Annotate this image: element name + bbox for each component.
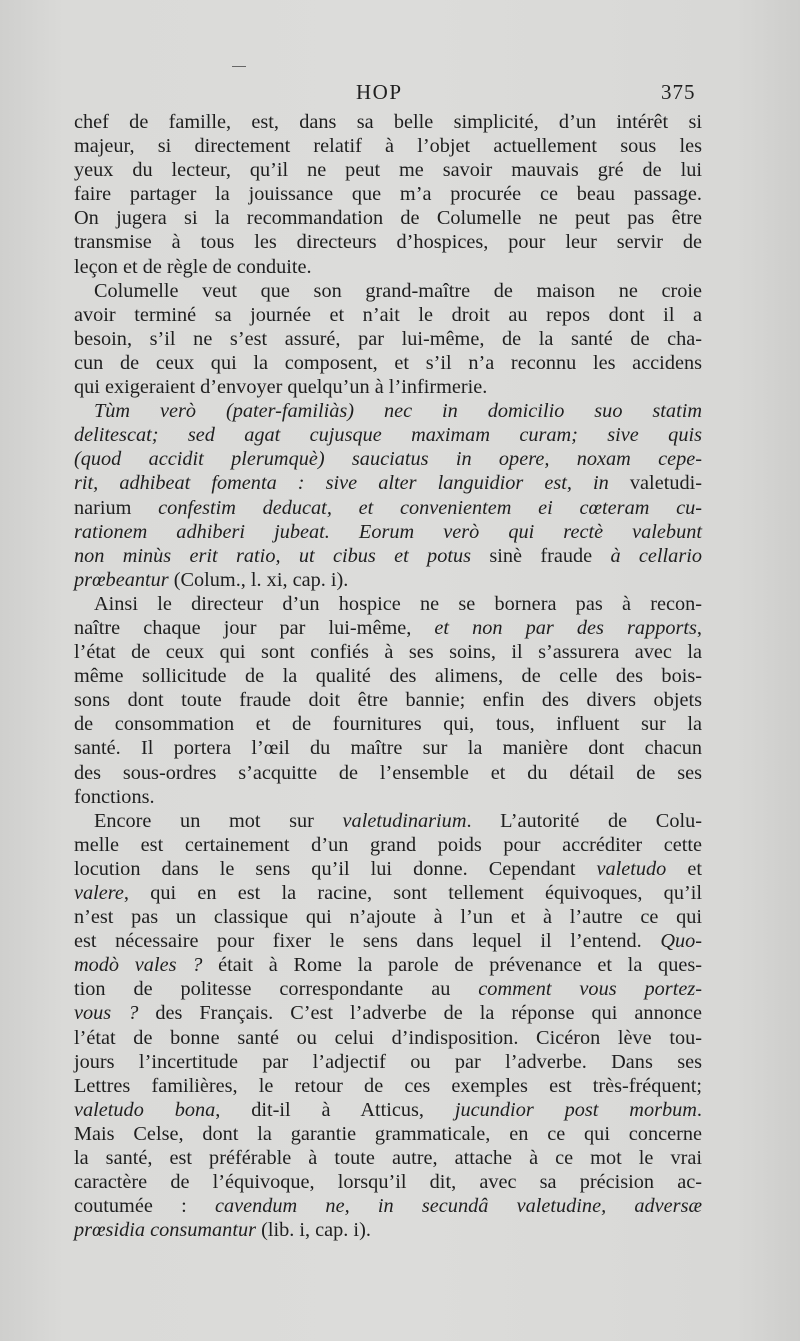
text-line — [74, 423, 702, 447]
italic-text: valetudo bona — [74, 1098, 216, 1121]
text-segment: valetudi- — [608, 472, 702, 495]
italic-text: non minùs erit ratio, ut cibus et potus — [74, 544, 471, 567]
body-text — [74, 110, 702, 1242]
italic-text: Quo- — [660, 930, 702, 953]
italic-text: delitescat; sed agat cujusque maximam curam; sive quis — [74, 424, 702, 447]
text-line — [74, 1218, 702, 1242]
italic-text: valetudo — [596, 857, 667, 880]
text-line — [74, 544, 702, 568]
text-segment: , — [696, 616, 702, 639]
text-segment: était à Rome la parole de prévenance et la ques- — [202, 954, 702, 977]
text-line — [74, 279, 702, 303]
italic-text: valere — [74, 882, 124, 904]
text-segment: l’état de bonne santé ou celui d’indisposition. Cicéron lève tou- — [74, 1026, 702, 1049]
running-head — [0, 80, 800, 108]
italic-text: (quod accidit plerumquè) sauciatus in opere, noxam cepe- — [74, 448, 702, 471]
text-line — [74, 592, 702, 616]
italic-text: Tùm verò (pater-familiàs) nec in domicilio suo statim — [94, 400, 702, 423]
text-line — [74, 977, 702, 1001]
text-segment: et — [666, 857, 702, 880]
text-segment: coutumée : — [74, 1195, 215, 1218]
italic-text: comment vous portez- — [478, 978, 702, 1001]
text-segment: sinè fraude — [471, 544, 611, 567]
text-segment: l’état de ceux qui sont confiés à ses soins, il s’assurera avec la — [74, 641, 702, 664]
text-line — [74, 929, 702, 953]
text-segment: yeux du lecteur, qu’il ne peut me savoir mauvais gré de lui — [74, 159, 702, 182]
text-line — [74, 736, 702, 760]
text-line — [74, 1098, 702, 1122]
italic-text: prœbeantur — [74, 568, 169, 591]
text-segment: cun de ceux qui la composent, et s’il n’a reconnu les accidens — [74, 351, 702, 374]
text-segment: On jugera si la recommandation de Columelle ne peut pas être — [74, 207, 702, 230]
text-segment: de consommation et de fournitures qui, tous, influent sur la — [74, 713, 702, 736]
italic-text: et non par des rapports — [434, 616, 697, 639]
text-line — [74, 1122, 702, 1146]
text-segment: la santé, est préférable à toute autre, attache à ce mot le vrai — [74, 1147, 702, 1170]
text-line — [74, 447, 702, 471]
text-line — [74, 182, 702, 206]
text-segment: faire partager la jouissance que m’a procurée ce beau passage. — [74, 183, 702, 206]
italic-text: valetudinarium — [342, 809, 467, 832]
text-line — [74, 1146, 702, 1170]
text-segment: majeur, si directement relatif à l’objet actuellement sous les — [74, 135, 702, 158]
text-segment: avoir terminé sa journée et n’ait le droit au repos dont il a — [74, 303, 702, 326]
text-line — [74, 327, 702, 351]
text-segment: locution dans le sens qu’il lui donne. Cependant — [74, 857, 597, 880]
text-segment: caractère de l’équivoque, lorsqu’il dit, avec sa précision ac- — [74, 1171, 702, 1194]
text-segment: est nécessaire pour fixer le sens dans lequel il l’entend. — [74, 930, 661, 953]
text-segment: (Colum., l. xi, cap. i). — [168, 568, 349, 591]
text-line — [74, 881, 702, 905]
text-line — [74, 664, 702, 688]
italic-text: confestim deducat, et convenientem ei cœteram cu- — [158, 496, 702, 519]
italic-text: modò vales ? — [74, 954, 203, 977]
text-line — [74, 1001, 702, 1025]
italic-text: prœsidia consumantur — [74, 1219, 256, 1242]
text-line — [74, 303, 702, 327]
text-line — [74, 833, 702, 857]
text-segment: naître chaque jour par lui-même, — [74, 616, 435, 639]
text-line — [74, 520, 702, 544]
text-line — [74, 712, 702, 736]
text-segment: n’est pas un classique qui n’ajoute à l’un et à l’autre ce qui — [74, 906, 702, 929]
text-line — [74, 1074, 702, 1098]
text-segment: leçon et de règle de conduite. — [74, 255, 312, 278]
text-segment: des Français. C’est l’adverbe de la réponse qui annonce — [138, 1002, 702, 1025]
italic-text: jucundior post morbum — [454, 1098, 697, 1121]
text-line — [74, 206, 702, 230]
text-line — [74, 399, 702, 423]
text-line — [74, 640, 702, 664]
text-segment: transmise à tous les directeurs d’hospices, pour leur servir de — [74, 231, 702, 254]
text-line — [74, 809, 702, 833]
running-head-title: HOP — [356, 80, 403, 104]
text-line — [74, 134, 702, 158]
text-segment: des sous-ordres s’acquitte de l’ensemble et du détail de ses — [74, 761, 702, 784]
italic-text: rationem adhiberi jubeat. Eorum verò qui rectè valebunt — [74, 520, 702, 543]
text-line — [74, 688, 702, 712]
text-segment: , dit-il à Atticus, — [215, 1098, 455, 1121]
text-line — [74, 230, 702, 254]
text-segment: besoin, s’il ne s’est assuré, par lui-même, de la santé de cha- — [74, 327, 702, 350]
italic-text: vous ? — [74, 1002, 139, 1025]
text-segment: narium — [74, 496, 159, 519]
text-segment: même sollicitude de la qualité des alimens, de celle des bois- — [74, 665, 702, 688]
text-segment: sons dont toute fraude doit être bannie; enfin des divers objets — [74, 689, 702, 712]
text-segment: Encore un mot sur — [94, 809, 343, 832]
text-line — [74, 496, 702, 520]
text-segment: santé. Il portera l’œil du maître sur la manière dont chacun — [74, 737, 702, 760]
text-line — [74, 568, 702, 592]
italic-text: rit, adhibeat fomenta : sive alter languidior est, in — [74, 472, 609, 495]
text-line — [74, 158, 702, 182]
text-line — [74, 1194, 702, 1218]
text-segment: (lib. i, cap. i). — [256, 1219, 371, 1242]
text-segment: . L’autorité de Colu- — [466, 809, 702, 832]
header-rule — [232, 66, 246, 67]
page-number: 375 — [661, 80, 696, 104]
text-line — [74, 761, 702, 785]
text-segment: Lettres familières, le retour de ces exemples est très-fréquent; — [74, 1074, 702, 1097]
text-segment: . — [696, 1098, 702, 1121]
text-line — [74, 785, 702, 809]
text-line — [74, 375, 702, 399]
text-line — [74, 953, 702, 977]
text-line — [74, 1050, 702, 1074]
text-line — [74, 110, 702, 134]
text-segment: qui exigeraient d’envoyer quelqu’un à l’infirmerie. — [74, 376, 488, 399]
text-segment: tion de politesse correspondante au — [74, 978, 479, 1001]
text-line — [74, 1026, 702, 1050]
text-line — [74, 255, 702, 279]
text-line — [74, 1170, 702, 1194]
text-segment: Ainsi le directeur d’un hospice ne se bornera pas à recon- — [94, 592, 702, 615]
text-segment: melle est certainement d’un grand poids pour accréditer cette — [74, 833, 702, 856]
text-segment: fonctions. — [74, 785, 155, 808]
text-segment: jours l’incertitude par l’adjectif ou par l’adverbe. Dans ses — [74, 1050, 702, 1073]
text-line — [74, 616, 702, 640]
text-segment: chef de famille, est, dans sa belle simplicité, d’un intérêt si — [74, 111, 702, 133]
text-segment: , qui en est la racine, sont tellement équivoques, qu’il — [123, 882, 702, 904]
text-segment: Columelle veut que son grand-maître de maison ne croie — [94, 279, 702, 302]
text-line — [74, 351, 702, 375]
italic-text: à cellario — [610, 544, 702, 567]
text-line — [74, 471, 702, 495]
text-segment: Mais Celse, dont la garantie grammaticale, en ce qui concerne — [74, 1122, 702, 1145]
italic-text: cavendum ne, in secundâ valetudine, adversæ — [214, 1195, 702, 1218]
text-line — [74, 857, 702, 881]
text-line — [74, 905, 702, 929]
